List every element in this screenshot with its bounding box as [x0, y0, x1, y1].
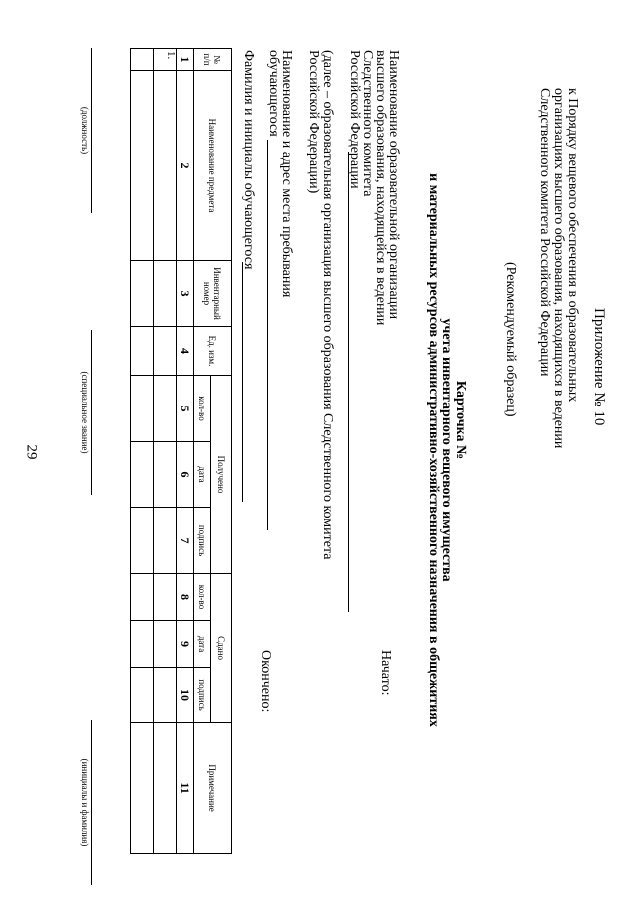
inventory-table: [130, 48, 232, 854]
header-note: Примечание: [194, 723, 232, 854]
table-cell: [131, 442, 154, 508]
column-number: 5: [177, 376, 194, 442]
table-cell: [131, 723, 154, 854]
ended-label: Окончено:: [258, 650, 273, 713]
name-signature-line: [91, 720, 92, 885]
appendix-line-3: Следственного комитета Российской Федерации: [537, 88, 552, 377]
column-number: 1: [177, 49, 194, 71]
table-cell: [131, 71, 154, 261]
table-cell: [154, 261, 177, 327]
header-inventory-number: Инвентарный номер: [194, 261, 232, 327]
org-line-3: Следственного комитета: [360, 50, 375, 197]
student-name-underline: [242, 262, 243, 502]
position-caption: (должность): [80, 106, 90, 155]
column-number: 7: [177, 508, 194, 574]
table-cell: [154, 508, 177, 574]
header-received: Получено: [211, 376, 232, 574]
table-cell: [154, 668, 177, 723]
rank-signature-line: [91, 330, 92, 495]
card-title: Карточка №: [453, 380, 468, 460]
address-underline: [267, 140, 268, 530]
address-line-2: обучающегося: [266, 50, 281, 137]
table-cell: [131, 376, 154, 442]
name-caption: (инициалы и фамилия): [80, 758, 90, 847]
column-number: 9: [177, 621, 194, 668]
table-cell: [154, 574, 177, 621]
rank-caption: (специальное звание): [80, 371, 90, 454]
table-cell: 1.: [154, 49, 177, 71]
table-cell: [154, 723, 177, 854]
org-line-4: Российской Федерации: [347, 50, 362, 189]
table-cell: [131, 49, 154, 71]
header-returned: Сдано: [211, 574, 232, 723]
column-number: 11: [177, 723, 194, 854]
table-cell: [131, 261, 154, 327]
org-note-1: (далее – образовательная организация высшего образования Следственного комитета: [320, 50, 335, 560]
header-returned-date: дата: [194, 621, 211, 668]
card-subtitle-1: учета инвентарного вещевого имущества: [439, 318, 454, 582]
header-received-signature: подпись: [194, 508, 211, 574]
column-number: 6: [177, 442, 194, 508]
column-number: 2: [177, 71, 194, 261]
address-line-1: Наименование и адрес места пребывания: [279, 50, 294, 298]
header-num: № п/п: [194, 49, 232, 71]
card-subtitle-2: и материальных ресурсов административно-хозяйственного назначения в общежитиях: [426, 173, 441, 727]
table-cell: [154, 621, 177, 668]
org-underline: [348, 152, 349, 612]
header-unit: Ед. изм.: [194, 327, 232, 376]
table-cell: [131, 508, 154, 574]
appendix-line-2: организациях высшего образования, находящихся в ведении: [551, 88, 566, 449]
table-cell: [154, 442, 177, 508]
position-signature-line: [91, 48, 92, 213]
student-name-label: Фамилия и инициалы обучающегося: [241, 50, 256, 270]
started-label: Начато:: [378, 650, 393, 696]
table-cell: [154, 327, 177, 376]
table-cell: [154, 71, 177, 261]
table-cell: [131, 668, 154, 723]
org-note-2: Российской Федерации): [306, 50, 321, 194]
header-received-date: дата: [194, 442, 211, 508]
header-received-qty: кол-во: [194, 376, 211, 442]
org-line-2: высшего образования, находящейся в ведении: [373, 50, 388, 326]
table-cell: [154, 376, 177, 442]
column-number: 3: [177, 261, 194, 327]
column-number: 8: [177, 574, 194, 621]
appendix-title: Приложение № 10: [591, 308, 607, 426]
sample-note: (Рекомендуемый образец): [503, 262, 518, 417]
table-cell: [131, 327, 154, 376]
table-cell: [131, 574, 154, 621]
page-number: 29: [23, 444, 40, 460]
appendix-line-1: к Порядку вещевого обеспечения в образовательных: [565, 88, 580, 403]
header-item-name: Наименование предмета: [194, 71, 232, 261]
table-cell: [131, 621, 154, 668]
header-returned-signature: подпись: [194, 668, 211, 723]
column-number: 10: [177, 668, 194, 723]
table-row: [154, 49, 177, 854]
org-line-1: Наименование образовательной организации: [386, 50, 401, 320]
table-row: [131, 49, 154, 854]
column-number: 4: [177, 327, 194, 376]
header-returned-qty: кол-во: [194, 574, 211, 621]
